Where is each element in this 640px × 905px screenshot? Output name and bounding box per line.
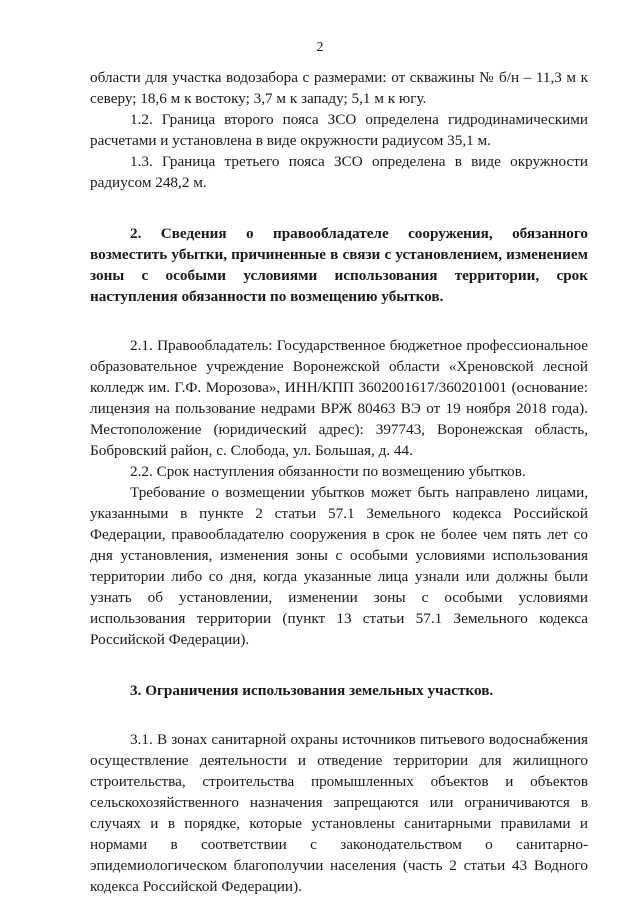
paragraph-zone1-dimensions: области для участка водозабора с размерами: от скважины № б/н – 11,3 м к северу; 18,6 м к востоку; 3,7 м к западу; 5,1 м к югу. [90, 69, 588, 107]
section-heading-2: 2. Сведения о правообладателе сооружения, обязанного возместить убытки, причиненные в связи с установлением, изменением зоны с особыми условиями использования территории, срок наступления обязанности по возмещению убытков. [90, 225, 588, 305]
document-body [90, 67, 588, 897]
paragraph-damages-claim: Требование о возмещении убытков может быть направлено лицами, указанными в пункте 2 статьи 57.1 Земельного кодекса Российской Федерации, правообладателю сооружения в срок не более чем пять лет со дня установления, изменения зоны с особыми условиями использования территории либо со дня, когда указанные лица узнали или должны были узнать об установлении, изменении зоны с особыми условиями использования территории (пункт 13 статьи 57.1 Земельного кодекса Российской Федерации). [90, 484, 588, 648]
paragraph-2-1: 2.1. Правообладатель: Государственное бюджетное профессиональное образовательное учреждение Воронежской области «Хреновской лесной колледж им. Г.Ф. Морозова», ИНН/КПП 3602001617/360201001 (основание: лицензия на пользование недрами ВРЖ 80463 ВЭ от 19 ноября 2018 года). Местоположение (юридический адрес): 397743, Воронежская область, Бобровский район, с. Слобода, ул. Большая, д. 44. [90, 337, 588, 459]
section-heading-3: 3. Ограничения использования земельных участков. [130, 682, 494, 699]
page-number: 2 [316, 40, 324, 55]
paragraph-1-3: 1.3. Граница третьего пояса ЗСО определена в виде окружности радиусом 248,2 м. [90, 153, 588, 191]
paragraph-3-1: 3.1. В зонах санитарной охраны источников питьевого водоснабжения осуществление деятельности и отведение территории для жилищного строительства, строительства промышленных объектов и объектов сельскохозяйственного назначения запрещаются или ограничиваются в случаях и в порядке, которые установлены санитарными правилами и нормами в соответствии с законодательством о санитарно-эпидемиологическом благополучии населения (часть 2 статьи 43 Водного кодекса Российской Федерации). [90, 731, 588, 895]
paragraph-2-2: 2.2. Срок наступления обязанности по возмещению убытков. [130, 463, 526, 480]
paragraph-1-2: 1.2. Граница второго пояса ЗСО определена гидродинамическими расчетами и установлена в виде окружности радиусом 35,1 м. [90, 111, 588, 149]
